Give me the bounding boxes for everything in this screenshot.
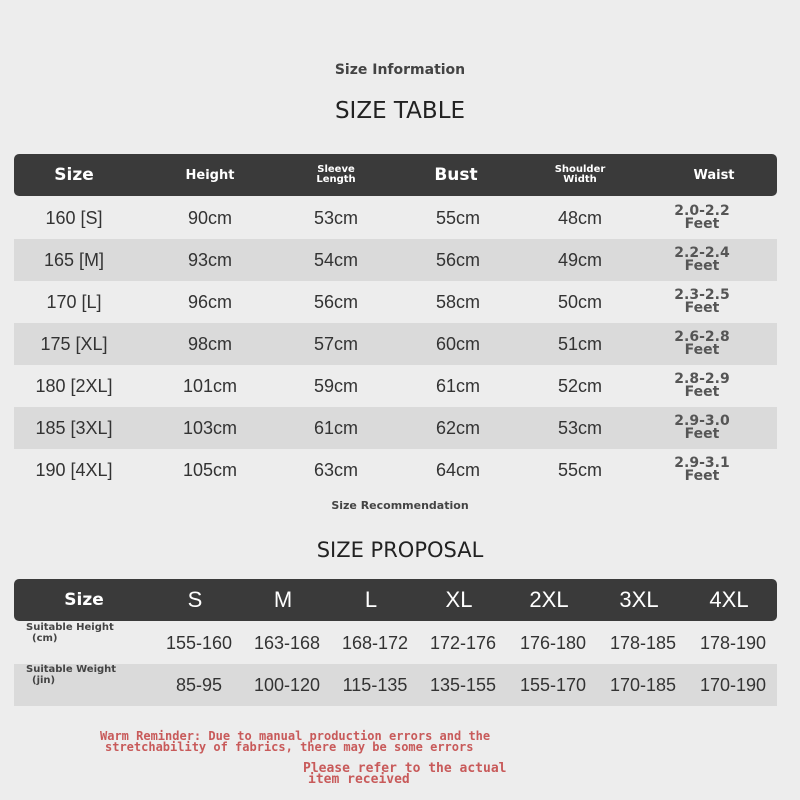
size-table-cell: 55cm (435, 207, 480, 228)
size-table-cell: 53cm (313, 207, 358, 228)
waist-unit: Feet (684, 216, 720, 232)
size-proposal-cell: 163-168 (253, 632, 321, 653)
waist-range: 2.8-2.9 (674, 371, 730, 387)
size-table-cell: 58cm (435, 291, 480, 312)
header-sleeve-length: Sleeve Length (316, 164, 356, 185)
size-proposal-cell: 155-160 (165, 632, 233, 653)
header-height: Height (185, 167, 235, 183)
warm-reminder-note (100, 731, 490, 753)
size-proposal-header (14, 579, 777, 621)
size-table-cell: 54cm (313, 249, 358, 270)
proposal-row-label (26, 622, 146, 664)
waist-unit: Feet (684, 258, 720, 274)
proposal-header-4xl: 4XL (709, 587, 749, 612)
refer-line-1: Please refer to the actual (303, 761, 507, 776)
size-table-title: SIZE TABLE (334, 98, 466, 124)
size-table-cell: 57cm (313, 333, 358, 354)
size-proposal-cell: 155-170 (519, 674, 587, 695)
waist-unit: Feet (684, 426, 720, 442)
proposal-row-label-text: Suitable Weight (26, 664, 117, 675)
size-table-cell: 105cm (182, 459, 238, 480)
size-proposal-row (14, 664, 777, 706)
size-table-cell: 64cm (435, 459, 480, 480)
size-proposal-cell: 176-180 (519, 632, 587, 653)
size-table-row (14, 407, 777, 449)
size-proposal-cell: 85-95 (175, 674, 223, 695)
size-table-cell: 165 [M] (43, 249, 105, 270)
size-table-cell: 175 [XL] (40, 333, 108, 354)
size-table-cell: 49cm (557, 249, 602, 270)
size-table-row (14, 449, 777, 491)
size-table-cell: 170 [L] (46, 291, 102, 312)
size-table-header (14, 154, 777, 196)
waist-unit: Feet (684, 342, 720, 358)
refer-actual-item-note (303, 763, 507, 785)
size-table-cell: 180 [2XL] (35, 375, 113, 396)
size-proposal-cell: 178-185 (609, 632, 677, 653)
proposal-row-label (26, 664, 146, 706)
size-table-cell: 90cm (187, 207, 232, 228)
size-proposal-cell: 100-120 (253, 674, 321, 695)
proposal-row-unit: (cm) (32, 633, 58, 644)
size-table-cell: 55cm (557, 459, 602, 480)
size-proposal-cell: 170-190 (699, 674, 767, 695)
header-bust: Bust (434, 164, 478, 185)
size-proposal-title: SIZE PROPOSAL (316, 538, 484, 562)
waist-unit: Feet (684, 384, 720, 400)
size-table-cell: 60cm (435, 333, 480, 354)
size-proposal-cell: 170-185 (609, 674, 677, 695)
waist-range: 2.2-2.4 (674, 245, 730, 261)
size-table-cell: 50cm (557, 291, 602, 312)
size-table-row (14, 239, 777, 281)
header-size: Size (54, 164, 94, 185)
size-table-row (14, 281, 777, 323)
size-table-cell: 62cm (435, 417, 480, 438)
size-proposal-row (14, 622, 777, 664)
size-table-cell: 59cm (313, 375, 358, 396)
refer-line-2: item received (308, 772, 410, 787)
size-table-cell: 56cm (313, 291, 358, 312)
size-information-caption: Size Information (334, 62, 466, 78)
size-table-cell: 103cm (182, 417, 238, 438)
waist-cell (664, 239, 740, 281)
size-proposal-cell: 115-135 (342, 674, 408, 695)
waist-cell (664, 197, 740, 239)
size-proposal-cell: 168-172 (341, 632, 409, 653)
waist-range: 2.9-3.0 (674, 413, 730, 429)
waist-range: 2.3-2.5 (674, 287, 730, 303)
size-table-cell: 98cm (187, 333, 232, 354)
size-table-row (14, 323, 777, 365)
size-table-cell: 61cm (435, 375, 480, 396)
waist-unit: Feet (684, 300, 720, 316)
size-table-cell: 96cm (187, 291, 232, 312)
size-table-cell: 48cm (557, 207, 602, 228)
proposal-header-s: S (187, 587, 203, 612)
size-proposal-cell: 172-176 (429, 632, 497, 653)
size-table-cell: 61cm (313, 417, 358, 438)
proposal-header-m: M (273, 587, 293, 612)
proposal-header-l: L (364, 587, 378, 612)
proposal-row-unit: (jin) (32, 675, 56, 686)
proposal-header-3xl: 3XL (619, 587, 659, 612)
proposal-header-size: Size (64, 589, 104, 610)
size-table-row (14, 197, 777, 239)
size-proposal-cell: 135-155 (429, 674, 497, 695)
proposal-row-label-text: Suitable Height (26, 622, 114, 633)
size-table-cell: 160 [S] (45, 207, 103, 228)
size-table-cell: 51cm (557, 333, 602, 354)
waist-range: 2.9-3.1 (674, 455, 730, 471)
size-table-cell: 93cm (187, 249, 232, 270)
size-table-cell: 190 [4XL] (35, 459, 113, 480)
header-waist: Waist (693, 167, 735, 183)
size-proposal-cell: 178-190 (699, 632, 767, 653)
waist-range: 2.0-2.2 (674, 203, 730, 219)
size-recommendation-caption: Size Recommendation (331, 499, 469, 512)
waist-cell (664, 323, 740, 365)
waist-cell (664, 281, 740, 323)
size-table-cell: 63cm (313, 459, 358, 480)
waist-unit: Feet (684, 468, 720, 484)
proposal-header-2xl: 2XL (529, 587, 569, 612)
size-table-cell: 56cm (435, 249, 480, 270)
waist-cell (664, 365, 740, 407)
size-table-cell: 185 [3XL] (35, 417, 113, 438)
waist-cell (664, 449, 740, 491)
size-table-cell: 52cm (557, 375, 602, 396)
waist-range: 2.6-2.8 (674, 329, 730, 345)
warm-reminder-line-1: Warm Reminder: Due to manual production errors and the (100, 729, 491, 743)
size-table-row (14, 365, 777, 407)
proposal-header-xl: XL (445, 587, 473, 612)
size-table-cell: 53cm (557, 417, 602, 438)
size-table-cell: 101cm (182, 375, 238, 396)
warm-reminder-line-2: stretchability of fabrics, there may be some errors (105, 740, 474, 754)
waist-cell (664, 407, 740, 449)
header-shoulder-width: Shoulder Width (554, 164, 606, 185)
